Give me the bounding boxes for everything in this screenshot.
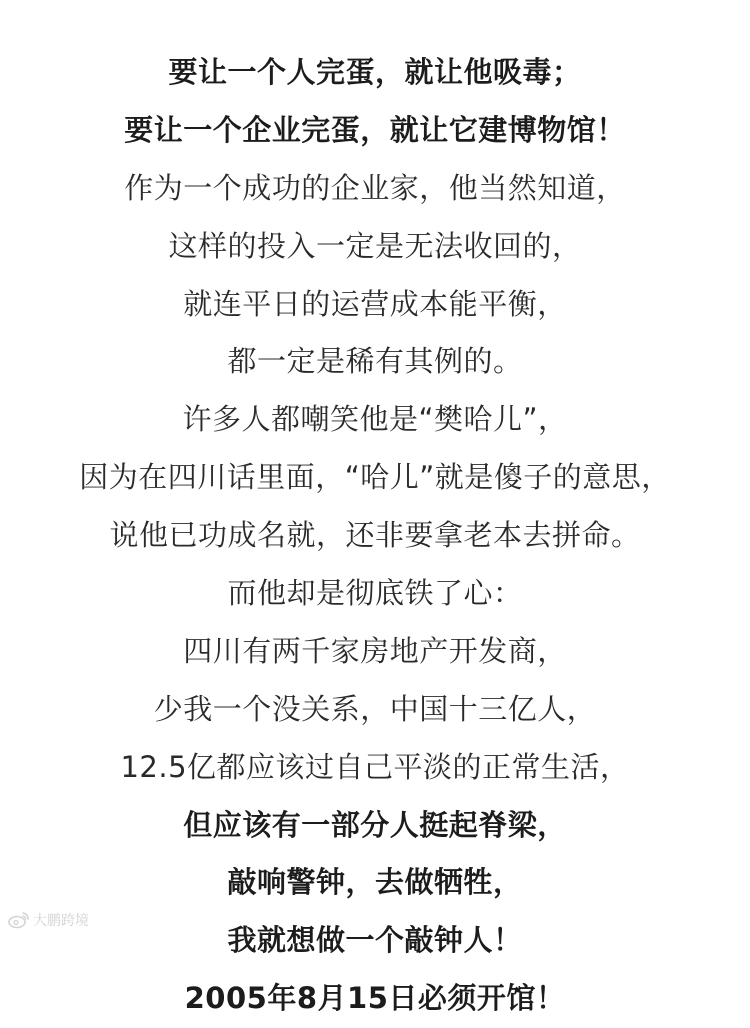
- poem-line: 要让一个企业完蛋，就让它建博物馆！: [124, 112, 626, 147]
- watermark-text: 大鹏跨境: [33, 913, 89, 929]
- poem-text-block: [0, 44, 750, 1028]
- poem-line: 作为一个成功的企业家，他当然知道，: [124, 170, 626, 205]
- poem-line: 但应该有一部分人挺起脊梁，: [183, 807, 567, 842]
- poem-line: 都一定是稀有其例的。: [227, 344, 523, 379]
- watermark: [8, 910, 89, 930]
- poem-line: 2005年8月15日必须开馆！: [184, 981, 566, 1016]
- poem-line: 我就想做一个敲钟人！: [227, 923, 523, 958]
- poem-line: 因为在四川话里面，“哈儿”就是傻子的意思，: [79, 460, 671, 495]
- poem-line: 要让一个人完蛋，就让他吸毒；: [168, 55, 582, 89]
- weibo-logo-icon: [8, 911, 30, 929]
- poem-line: 四川有两千家房地产开发商，: [183, 633, 567, 668]
- poem-line: 敲响警钟，去做牺牲，: [227, 865, 523, 900]
- poem-line: 这样的投入一定是无法收回的，: [168, 228, 582, 263]
- poem-line: 说他已功成名就，还非要拿老本去拼命。: [109, 518, 641, 553]
- poem-line: 12.5亿都应该过自己平淡的正常生活，: [120, 749, 630, 784]
- poem-line: 少我一个没关系，中国十三亿人，: [153, 691, 597, 726]
- poem-line: 许多人都嘲笑他是“樊哈儿”，: [182, 402, 568, 437]
- poem-line: 而他却是彻底铁了心：: [227, 576, 523, 611]
- poem-line: 就连平日的运营成本能平衡，: [183, 286, 567, 321]
